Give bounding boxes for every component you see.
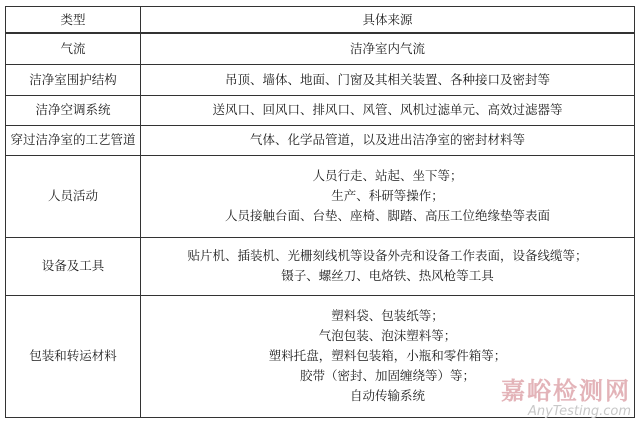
source-line: 生产、科研等操作； — [331, 188, 444, 203]
table-row — [6, 155, 635, 237]
row-type: 人员活动 — [6, 155, 141, 237]
row-sources — [141, 95, 635, 125]
source-line: 吊顶、墙体、地面、门窗及其相关装置、各种接口及密封等 — [224, 71, 550, 87]
watermark — [501, 377, 631, 419]
row-type: 洁净空调系统 — [6, 95, 141, 125]
source-line: 气体、化学品管道，以及进出洁净室的密封材料等 — [249, 132, 525, 147]
source-line: 送风口、回风口、排风口、风管、风机过滤单元、高效过滤器等 — [212, 102, 563, 117]
watermark-en: AnyTesting.com — [527, 404, 631, 419]
source-line: 人员行走、站起、坐下等； — [312, 168, 463, 183]
table-header-row — [6, 7, 635, 34]
source-line: 镊子、螺丝刀、电烙铁、热风枪等工具 — [281, 268, 494, 283]
table-row — [6, 95, 635, 125]
table-row — [6, 33, 635, 64]
source-line: 塑料托盘，塑料包装箱，小瓶和零件箱等； — [268, 348, 507, 363]
source-line: 贴片机、插装机、光栅刻线机等设备外壳和设备工作表面，设备线缆等； — [187, 248, 588, 263]
header-type: 类型 — [6, 7, 141, 34]
row-sources — [141, 237, 635, 295]
source-line: 自动传输系统 — [349, 388, 425, 403]
table-row — [6, 125, 635, 155]
watermark-cn: 嘉峪检测网 — [501, 377, 631, 405]
source-line: 气泡包装、泡沫塑料等； — [318, 328, 457, 343]
row-type: 穿过洁净室的工艺管道 — [6, 125, 141, 155]
row-sources — [141, 155, 635, 237]
source-line: 洁净室内气流 — [349, 40, 425, 56]
table-row — [6, 237, 635, 295]
row-sources — [141, 33, 635, 64]
header-sources: 具体来源 — [141, 7, 635, 34]
source-line: 人员接触台面、台垫、座椅、脚踏、高压工位绝缘垫等表面 — [224, 208, 550, 223]
row-type: 设备及工具 — [6, 237, 141, 295]
row-sources — [141, 64, 635, 95]
row-type: 气流 — [6, 33, 141, 64]
row-sources — [141, 125, 635, 155]
source-line: 胶带（密封、加固缠绕等）等； — [299, 368, 475, 383]
row-type: 包装和转运材料 — [6, 295, 141, 417]
table-row — [6, 64, 635, 95]
row-type: 洁净室围护结构 — [6, 64, 141, 95]
contamination-source-table — [5, 6, 635, 418]
source-line: 塑料袋、包装纸等； — [331, 308, 444, 323]
